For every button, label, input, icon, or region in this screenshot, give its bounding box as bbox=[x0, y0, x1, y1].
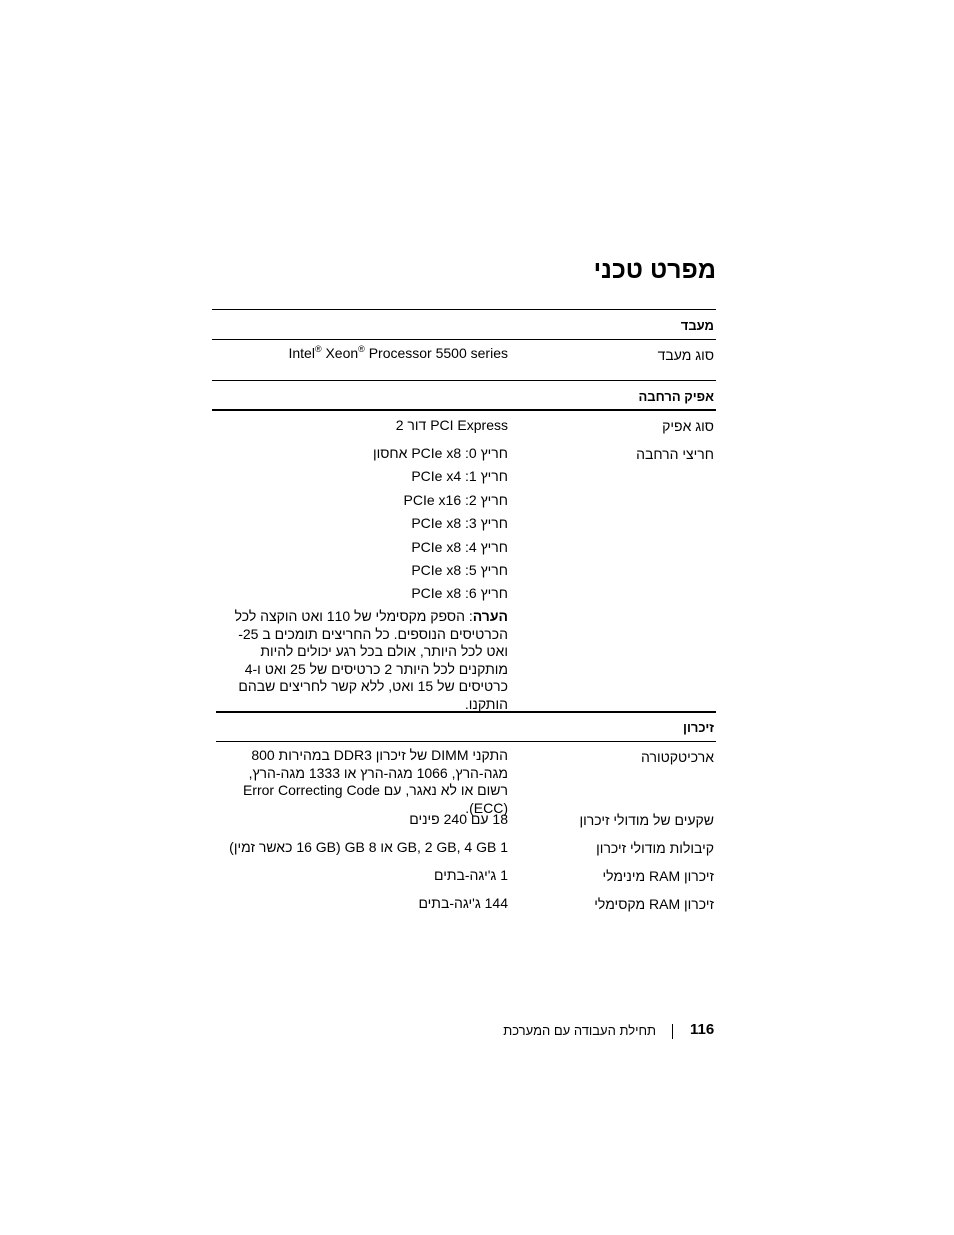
expansion-slot: חריץ 5: PCIe x8 bbox=[411, 562, 508, 578]
page-title: מפרט טכני bbox=[593, 256, 716, 284]
power-note bbox=[218, 608, 508, 713]
processor-type-label: סוג מעבד bbox=[657, 347, 714, 363]
memory-capacities-label: קיבולות מודולי זיכרון bbox=[596, 840, 714, 856]
footer-separator bbox=[672, 1024, 673, 1039]
expansion-slot: חריץ 6: PCIe x8 bbox=[411, 585, 508, 601]
section-rule-top bbox=[212, 309, 716, 310]
section-rule-bottom bbox=[216, 741, 716, 742]
section-rule-bottom bbox=[212, 409, 716, 411]
registered-mark: ® bbox=[358, 344, 365, 354]
page-number: 116 bbox=[690, 1021, 715, 1038]
memory-max-value: 144 ג'יגה-בתים bbox=[418, 895, 508, 911]
bus-type-value: PCI Express דור 2 bbox=[395, 417, 508, 433]
expansion-slot: חריץ 3: PCIe x8 bbox=[411, 515, 508, 531]
section-rule-top bbox=[216, 711, 716, 713]
memory-min-value: 1 ג'יגה-בתים bbox=[434, 867, 508, 883]
expansion-slot: חריץ 4: PCIe x8 bbox=[411, 539, 508, 555]
note-label: הערה bbox=[472, 608, 508, 624]
note-colon: : bbox=[464, 608, 473, 624]
registered-mark: ® bbox=[314, 344, 322, 354]
processor-series: Processor 5500 series bbox=[368, 345, 508, 361]
section-heading-memory: זיכרון bbox=[683, 720, 714, 735]
footer-chapter-title: תחילת העבודה עם המערכת bbox=[503, 1023, 656, 1038]
note-text: הספק מקסימלי של 110 ואט הוקצה לכל הכרטיסים הנוספים. כל החריצים תומכים ב 25-ואט לכל היותר, אולם בכל רגע יכולים להיות מותקנים לכל היותר 2 כרטיסים של 25 ואט ו-4 כרטיסים של 15 ואט, ללא קשר לחריצים שבהם הותקנו. bbox=[234, 608, 508, 712]
expansion-slots-label: חריצי הרחבה bbox=[636, 446, 714, 462]
memory-max-label: זיכרון RAM מקסימלי bbox=[594, 896, 714, 912]
brand-xeon: Xeon bbox=[325, 345, 359, 361]
memory-architecture-value: התקני DIMM של זיכרון DDR3 במהירות 800 מגה-הרץ, 1066 מגה-הרץ או 1333 מגה-הרץ, רשום או לא נאגר, עם Error Correcting Code (ECC). bbox=[242, 747, 508, 816]
processor-type-value bbox=[288, 345, 508, 361]
bus-type-label: סוג אפיק bbox=[662, 418, 714, 434]
section-rule-bottom bbox=[212, 339, 716, 340]
memory-sockets-value: 18 עם 240 פינים bbox=[409, 811, 508, 827]
section-rule-top bbox=[212, 380, 716, 381]
memory-architecture-label: ארכיטקטורה bbox=[641, 749, 714, 765]
section-heading-processor: מעבד bbox=[680, 318, 714, 333]
expansion-slot: חריץ 0: PCIe x8 אחסון bbox=[372, 445, 508, 461]
brand-intel: Intel bbox=[288, 345, 315, 361]
memory-capacities-value: 1 GB, 2 GB, 4 GB או 8 GB (16 GB כאשר זמין) bbox=[229, 839, 508, 855]
memory-sockets-label: שקעים של מודולי זיכרון bbox=[579, 812, 714, 828]
expansion-slot: חריץ 1: PCIe x4 bbox=[411, 468, 508, 484]
section-heading-expansion: אפיק הרחבה bbox=[638, 389, 714, 404]
expansion-slot: חריץ 2: PCIe x16 bbox=[403, 492, 508, 508]
memory-min-label: זיכרון RAM מינימלי bbox=[602, 868, 714, 884]
